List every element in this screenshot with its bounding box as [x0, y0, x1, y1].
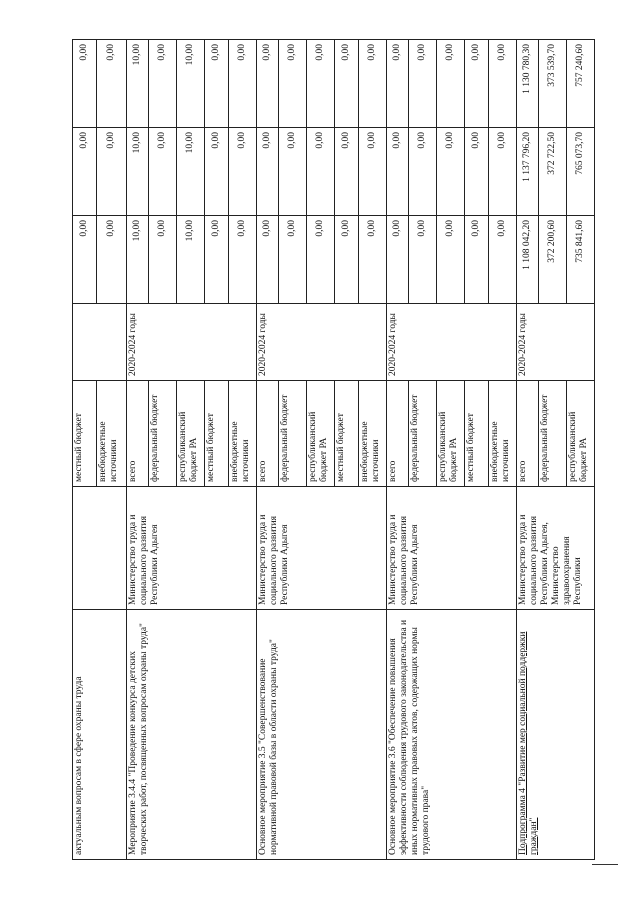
value-cell: 372 200,60: [539, 216, 567, 304]
value-cell: 10,00: [177, 216, 205, 304]
table-row: [127, 40, 149, 860]
value-cell: 0,00: [465, 128, 489, 216]
funding-source: местный бюджет: [465, 381, 489, 487]
funding-source: федеральный бюджет: [409, 381, 437, 487]
value-cell: 757 240,60: [567, 40, 595, 128]
value-cell: 0,00: [465, 216, 489, 304]
value-cell: 0,00: [409, 40, 437, 128]
funding-source: всего: [127, 381, 149, 487]
value-cell: 0,00: [335, 216, 359, 304]
funding-source: внебюджетные источники: [97, 381, 127, 487]
value-cell: 0,00: [73, 216, 97, 304]
value-cell: 0,00: [73, 40, 97, 128]
value-cell: 0,00: [149, 40, 177, 128]
value-cell: 0,00: [73, 128, 97, 216]
executor: Министерство труда и социального развития Республики Адыгея, Министерство здравоохранения Республики: [517, 487, 595, 610]
executor: [73, 487, 127, 610]
value-cell: 0,00: [437, 216, 465, 304]
value-cell: 10,00: [177, 40, 205, 128]
funding-source: местный бюджет: [73, 381, 97, 487]
subprogram-name: Подпрограмма 4 "Развитие мер социальной поддержки граждан": [517, 610, 595, 860]
value-cell: 10,00: [127, 40, 149, 128]
value-cell: 0,00: [437, 40, 465, 128]
funding-source: республиканский бюджет РА: [307, 381, 335, 487]
funding-source: всего: [387, 381, 409, 487]
funding-source: всего: [517, 381, 539, 487]
funding-source: местный бюджет: [205, 381, 229, 487]
value-cell: 0,00: [307, 128, 335, 216]
funding-source: федеральный бюджет: [539, 381, 567, 487]
value-cell: 0,00: [387, 128, 409, 216]
budget-table: [72, 39, 595, 860]
value-cell: 0,00: [307, 216, 335, 304]
value-cell: 0,00: [437, 128, 465, 216]
funding-source: внебюджетные источники: [229, 381, 257, 487]
value-cell: 0,00: [229, 216, 257, 304]
value-cell: 373 539,70: [539, 40, 567, 128]
activity-name: Основное мероприятие 3.6 "Обеспечение повышения эффективности соблюдения трудового законодательства и иных нормативных правовых актов, содержащих нормы трудового права": [387, 610, 517, 860]
period: [73, 304, 127, 381]
period: 2020-2024 годы: [387, 304, 517, 381]
value-cell: 10,00: [177, 128, 205, 216]
executor: Министерство труда и социального развития Республики Адыгея: [257, 487, 387, 610]
value-cell: 0,00: [359, 40, 387, 128]
value-cell: 765 073,70: [567, 128, 595, 216]
value-cell: 0,00: [359, 216, 387, 304]
funding-source: федеральный бюджет: [149, 381, 177, 487]
funding-source: внебюджетные источники: [359, 381, 387, 487]
funding-source: федеральный бюджет: [279, 381, 307, 487]
value-cell: 0,00: [489, 40, 517, 128]
period: 2020-2024 годы: [257, 304, 387, 381]
table-row: [257, 40, 279, 860]
period: 2020-2024 годы: [517, 304, 595, 381]
value-cell: 0,00: [257, 216, 279, 304]
value-cell: 1 108 042,20: [517, 216, 539, 304]
value-cell: 0,00: [279, 216, 307, 304]
funding-source: республиканский бюджет РА: [567, 381, 595, 487]
value-cell: 0,00: [335, 40, 359, 128]
value-cell: 10,00: [127, 216, 149, 304]
table-row: [517, 40, 539, 860]
funding-source: внебюджетные источники: [489, 381, 517, 487]
table-row: [73, 40, 97, 860]
value-cell: 0,00: [409, 128, 437, 216]
value-cell: 0,00: [257, 40, 279, 128]
value-cell: 0,00: [359, 128, 387, 216]
value-cell: 0,00: [229, 40, 257, 128]
funding-source: всего: [257, 381, 279, 487]
value-cell: 1 130 780,30: [517, 40, 539, 128]
funding-source: республиканский бюджет РА: [437, 381, 465, 487]
value-cell: 0,00: [205, 216, 229, 304]
period: 2020-2024 годы: [127, 304, 257, 381]
table-row: [387, 40, 409, 860]
value-cell: 735 841,60: [567, 216, 595, 304]
value-cell: 0,00: [149, 128, 177, 216]
value-cell: 0,00: [205, 40, 229, 128]
value-cell: 1 137 796,20: [517, 128, 539, 216]
executor: Министерство труда и социального развития Республики Адыгея: [387, 487, 517, 610]
activity-name: Мероприятие 3.4.4 "Проведение конкурса детских творческих работ, посвященных вопросам охраны труда": [127, 610, 257, 860]
funding-source: республиканский бюджет РА: [177, 381, 205, 487]
value-cell: 0,00: [257, 128, 279, 216]
value-cell: 10,00: [127, 128, 149, 216]
funding-source: местный бюджет: [335, 381, 359, 487]
value-cell: 0,00: [387, 216, 409, 304]
value-cell: 0,00: [149, 216, 177, 304]
value-cell: 0,00: [97, 216, 127, 304]
value-cell: 0,00: [387, 40, 409, 128]
value-cell: 372 722,50: [539, 128, 567, 216]
value-cell: 0,00: [205, 128, 229, 216]
value-cell: 0,00: [489, 128, 517, 216]
value-cell: 0,00: [489, 216, 517, 304]
activity-name: актуальным вопросам в сфере охраны труда: [73, 610, 127, 860]
activity-name: Основное мероприятие 3.5 "Совершенствование нормативной правовой базы в области охраны труда": [257, 610, 387, 860]
value-cell: 0,00: [97, 128, 127, 216]
executor: Министерство труда и социального развития Республики Адыгея: [127, 487, 257, 610]
value-cell: 0,00: [97, 40, 127, 128]
value-cell: 0,00: [229, 128, 257, 216]
value-cell: 0,00: [335, 128, 359, 216]
value-cell: 0,00: [465, 40, 489, 128]
value-cell: 0,00: [279, 128, 307, 216]
page-mark: [592, 864, 618, 865]
value-cell: 0,00: [279, 40, 307, 128]
value-cell: 0,00: [307, 40, 335, 128]
value-cell: 0,00: [409, 216, 437, 304]
